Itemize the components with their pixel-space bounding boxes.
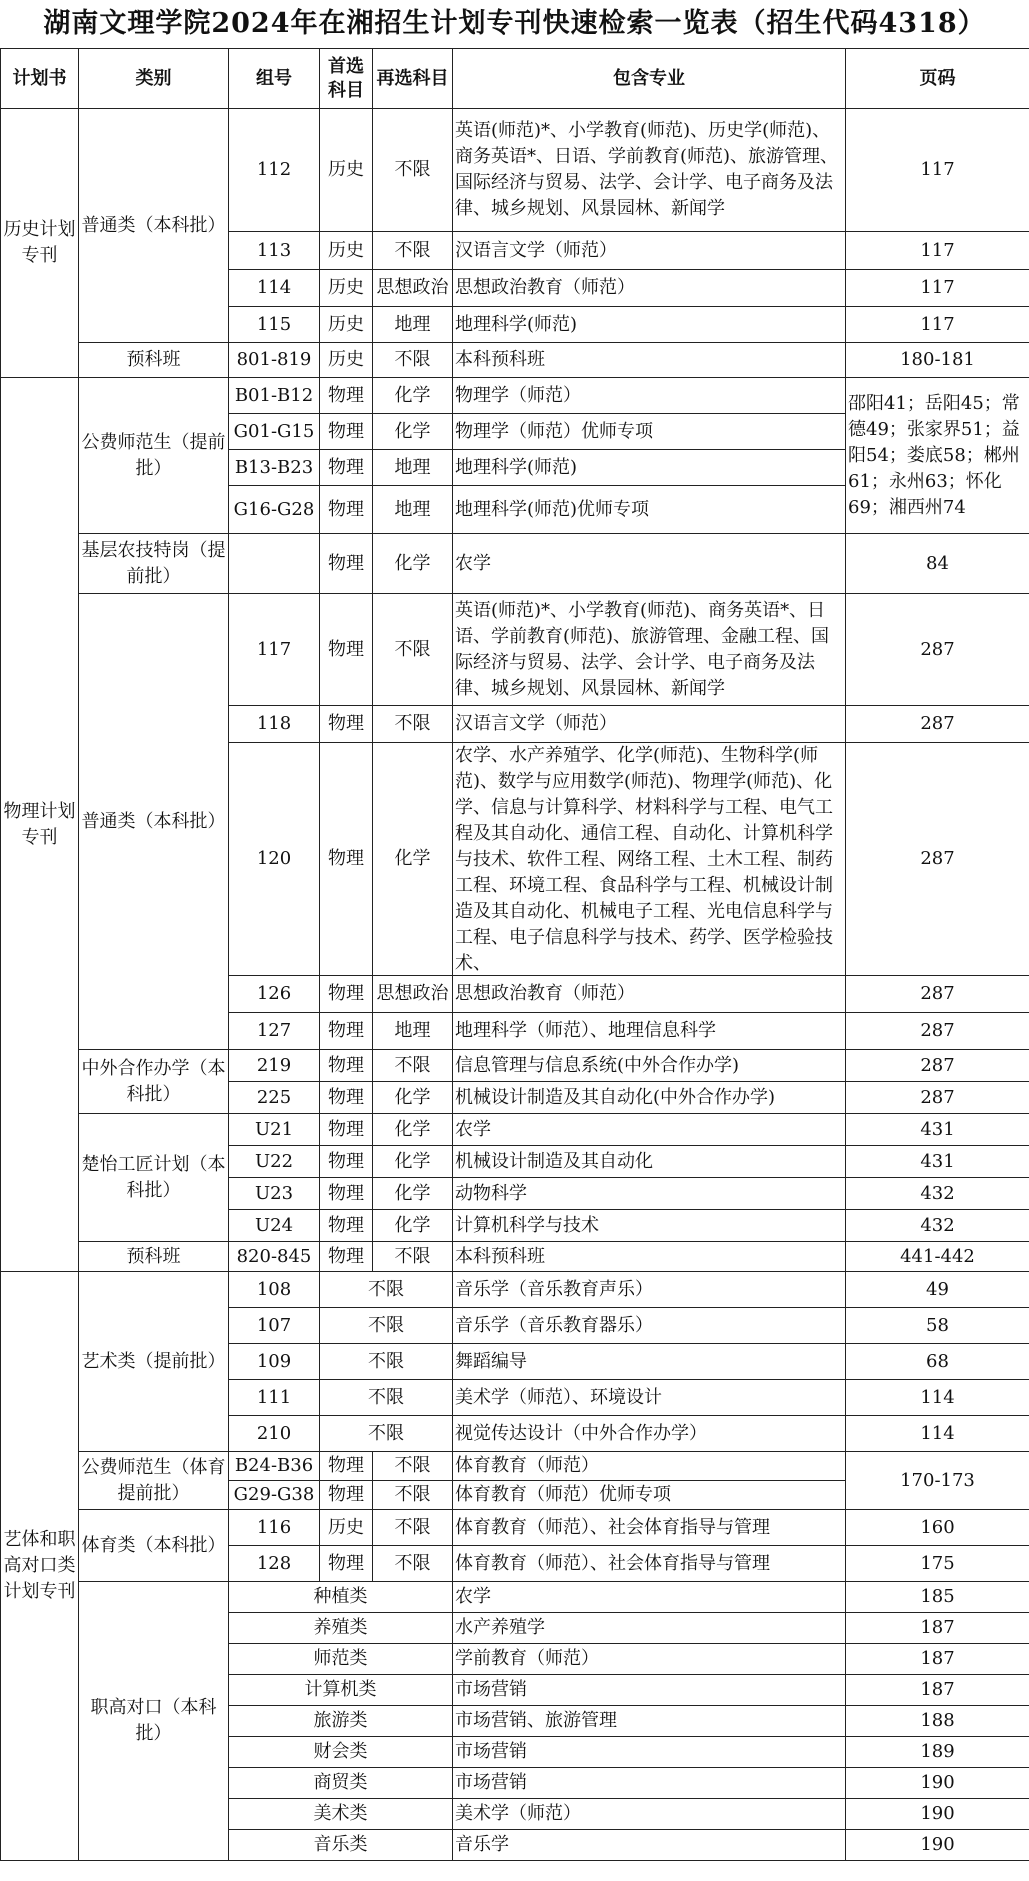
group-cell: 107 [229, 1308, 320, 1344]
group-cell: 112 [229, 109, 320, 232]
table-row [1, 1452, 1029, 1481]
first-subject-cell: 物理 [320, 1146, 373, 1178]
group-cell: 118 [229, 706, 320, 743]
majors-cell: 体育教育（师范）优师专项 [453, 1481, 846, 1510]
subject-cell: 不限 [320, 1308, 453, 1344]
page-cell: 187 [846, 1644, 1029, 1675]
group-cell: U24 [229, 1210, 320, 1242]
majors-cell: 物理学（师范）优师专项 [453, 414, 846, 450]
type-cell: 美术类 [229, 1799, 453, 1830]
second-subject-cell: 化学 [373, 743, 453, 976]
page-cell: 287 [846, 1050, 1029, 1082]
page-cell: 187 [846, 1613, 1029, 1644]
header-first-subject: 首选科目 [320, 49, 373, 109]
group-cell: B01-B12 [229, 378, 320, 414]
type-cell: 师范类 [229, 1644, 453, 1675]
majors-cell: 地理科学(师范)优师专项 [453, 486, 846, 534]
group-cell: B13-B23 [229, 450, 320, 486]
majors-cell: 动物科学 [453, 1178, 846, 1210]
group-cell: 126 [229, 976, 320, 1013]
second-subject-cell: 思想政治 [373, 270, 453, 307]
subject-cell: 不限 [320, 1344, 453, 1380]
group-cell: 114 [229, 270, 320, 307]
page-cell: 175 [846, 1546, 1029, 1582]
group-cell: 109 [229, 1344, 320, 1380]
second-subject-cell: 化学 [373, 1082, 453, 1114]
page-cell: 58 [846, 1308, 1029, 1344]
second-subject-cell: 化学 [373, 1114, 453, 1146]
majors-cell: 音乐学 [453, 1830, 846, 1861]
majors-cell: 物理学（师范） [453, 378, 846, 414]
category-cell: 公费师范生（体育提前批） [79, 1452, 229, 1510]
page-cell: 190 [846, 1830, 1029, 1861]
majors-text: 英语(师范)*、小学教育(师范)、历史学(师范)、商务英语*、日语、学前教育(师范)、旅游管理、国际经济与贸易、法学、会计学、电子商务及法律、城乡规划、风景园林、新闻学 [455, 120, 839, 219]
first-subject-cell: 物理 [320, 1114, 373, 1146]
table-row [1, 1114, 1029, 1146]
first-subject-cell: 历史 [320, 270, 373, 307]
group-cell: U21 [229, 1114, 320, 1146]
type-cell: 养殖类 [229, 1613, 453, 1644]
plan-book-cell: 艺体和职高对口类计划专刊 [1, 1272, 79, 1861]
second-subject-cell: 化学 [373, 1178, 453, 1210]
majors-cell: 体育教育（师范）、社会体育指导与管理 [453, 1546, 846, 1582]
second-subject-cell: 不限 [373, 1481, 453, 1510]
group-cell: 116 [229, 1510, 320, 1546]
page-cell: 68 [846, 1344, 1029, 1380]
majors-cell: 本科预科班 [453, 1242, 846, 1272]
type-cell: 财会类 [229, 1737, 453, 1768]
second-subject-cell: 不限 [373, 1242, 453, 1272]
second-subject-cell: 不限 [373, 1452, 453, 1481]
category-cell: 中外合作办学（本科批） [79, 1050, 229, 1114]
majors-cell: 地理科学(师范) [453, 450, 846, 486]
second-subject-cell: 化学 [373, 534, 453, 594]
page-cell: 287 [846, 1082, 1029, 1114]
page-cell: 185 [846, 1582, 1029, 1613]
group-cell: U22 [229, 1146, 320, 1178]
majors-cell [453, 109, 846, 232]
majors-cell [453, 594, 846, 706]
category-cell: 预科班 [79, 1242, 229, 1272]
plan-book-cell: 历史计划专刊 [1, 109, 79, 378]
group-cell: 820-845 [229, 1242, 320, 1272]
second-subject-cell: 化学 [373, 378, 453, 414]
majors-cell: 本科预科班 [453, 343, 846, 378]
type-cell: 种植类 [229, 1582, 453, 1613]
group-cell: 225 [229, 1082, 320, 1114]
page-cell: 431 [846, 1146, 1029, 1178]
page-cell: 287 [846, 706, 1029, 743]
page-cell: 49 [846, 1272, 1029, 1308]
subject-cell: 不限 [320, 1272, 453, 1308]
category-cell: 普通类（本科批） [79, 594, 229, 1050]
second-subject-cell: 不限 [373, 1510, 453, 1546]
first-subject-cell: 历史 [320, 109, 373, 232]
table-row [1, 109, 1029, 232]
type-cell: 商贸类 [229, 1768, 453, 1799]
first-subject-cell: 物理 [320, 1242, 373, 1272]
majors-cell: 视觉传达设计（中外合作办学） [453, 1416, 846, 1452]
page-cell: 117 [846, 307, 1029, 343]
group-cell: 111 [229, 1380, 320, 1416]
type-cell: 旅游类 [229, 1706, 453, 1737]
majors-text: 农学、水产养殖学、化学(师范)、生物科学(师范)、数学与应用数学(师范)、物理学(师范)、化学、信息与计算科学、材料科学与工程、电气工程及其自动化、通信工程、自动化、计算机科学与技术、软件工程、网络工程、土木工程、制药工程、环境工程、食品科学与工程、机械设计制造及其自动化、机械电子工程、光电信息科学与工程、电子信息科学与技术、药学、医学检验技术、 [455, 745, 833, 974]
second-subject-cell: 思想政治 [373, 976, 453, 1013]
group-cell: G01-G15 [229, 414, 320, 450]
majors-cell: 体育教育（师范）、社会体育指导与管理 [453, 1510, 846, 1546]
group-cell: 108 [229, 1272, 320, 1308]
majors-cell: 农学 [453, 1114, 846, 1146]
first-subject-cell: 物理 [320, 1481, 373, 1510]
first-subject-cell: 物理 [320, 594, 373, 706]
type-cell: 计算机类 [229, 1675, 453, 1706]
majors-text: 英语(师范)*、小学教育(师范)、商务英语*、日语、学前教育(师范)、旅游管理、金融工程、国际经济与贸易、法学、会计学、电子商务及法律、城乡规划、风景园林、新闻学 [455, 599, 830, 699]
page-cell: 287 [846, 1013, 1029, 1050]
table-row [1, 1272, 1029, 1308]
majors-cell: 市场营销 [453, 1768, 846, 1799]
majors-cell: 音乐学（音乐教育声乐） [453, 1272, 846, 1308]
page-cell: 441-442 [846, 1242, 1029, 1272]
majors-cell: 学前教育（师范） [453, 1644, 846, 1675]
group-cell: U23 [229, 1178, 320, 1210]
majors-cell: 水产养殖学 [453, 1613, 846, 1644]
majors-cell: 美术学（师范）、环境设计 [453, 1380, 846, 1416]
page-cell: 180-181 [846, 343, 1029, 378]
majors-cell: 机械设计制造及其自动化 [453, 1146, 846, 1178]
second-subject-cell: 不限 [373, 343, 453, 378]
second-subject-cell: 地理 [373, 486, 453, 534]
second-subject-cell: 化学 [373, 414, 453, 450]
first-subject-cell: 物理 [320, 486, 373, 534]
subject-cell: 不限 [320, 1416, 453, 1452]
majors-cell: 农学 [453, 1582, 846, 1613]
page-cell [846, 378, 1029, 534]
table-row [1, 1510, 1029, 1546]
page-cell: 287 [846, 594, 1029, 706]
majors-cell: 美术学（师范） [453, 1799, 846, 1830]
page-cell: 188 [846, 1706, 1029, 1737]
first-subject-cell: 历史 [320, 232, 373, 270]
group-cell: 127 [229, 1013, 320, 1050]
type-cell: 音乐类 [229, 1830, 453, 1861]
group-cell: G29-G38 [229, 1481, 320, 1510]
second-subject-cell: 化学 [373, 1146, 453, 1178]
first-subject-cell: 物理 [320, 534, 373, 594]
first-subject-cell: 物理 [320, 1452, 373, 1481]
page-cell: 114 [846, 1380, 1029, 1416]
second-subject-cell: 不限 [373, 109, 453, 232]
category-cell: 公费师范生（提前批） [79, 378, 229, 534]
page-cell: 287 [846, 976, 1029, 1013]
page-cell: 432 [846, 1178, 1029, 1210]
page-cell: 117 [846, 270, 1029, 307]
first-subject-cell: 物理 [320, 1050, 373, 1082]
first-subject-cell: 物理 [320, 743, 373, 976]
page-title: 湖南文理学院2024年在湘招生计划专刊快速检索一览表（招生代码4318） [43, 8, 986, 39]
table-row [1, 1582, 1029, 1613]
page-cell: 190 [846, 1799, 1029, 1830]
category-cell: 艺术类（提前批） [79, 1272, 229, 1452]
majors-cell: 体育教育（师范） [453, 1452, 846, 1481]
category-cell: 楚怡工匠计划（本科批） [79, 1114, 229, 1242]
majors-cell: 汉语言文学（师范） [453, 232, 846, 270]
page-cell: 287 [846, 743, 1029, 976]
first-subject-cell: 物理 [320, 414, 373, 450]
header-row [1, 49, 1029, 109]
first-subject-cell: 物理 [320, 1546, 373, 1582]
page-cell: 160 [846, 1510, 1029, 1546]
majors-cell: 市场营销 [453, 1675, 846, 1706]
page-cell: 190 [846, 1768, 1029, 1799]
header-plan-book: 计划书 [1, 49, 79, 109]
first-subject-cell: 物理 [320, 450, 373, 486]
category-cell: 预科班 [79, 343, 229, 378]
subject-cell: 不限 [320, 1380, 453, 1416]
majors-cell: 机械设计制造及其自动化(中外合作办学) [453, 1082, 846, 1114]
group-cell: B24-B36 [229, 1452, 320, 1481]
majors-cell: 音乐学（音乐教育器乐） [453, 1308, 846, 1344]
page-cell: 187 [846, 1675, 1029, 1706]
group-cell: 113 [229, 232, 320, 270]
plan-book-cell: 物理计划专刊 [1, 378, 79, 1272]
header-group: 组号 [229, 49, 320, 109]
majors-cell: 市场营销、旅游管理 [453, 1706, 846, 1737]
majors-cell: 农学 [453, 534, 846, 594]
first-subject-cell: 物理 [320, 1178, 373, 1210]
category-cell: 体育类（本科批） [79, 1510, 229, 1582]
category-cell: 普通类（本科批） [79, 109, 229, 343]
second-subject-cell: 不限 [373, 706, 453, 743]
first-subject-cell: 物理 [320, 976, 373, 1013]
table-row [1, 343, 1029, 378]
second-subject-cell: 地理 [373, 1013, 453, 1050]
first-subject-cell: 物理 [320, 378, 373, 414]
second-subject-cell: 不限 [373, 232, 453, 270]
header-majors: 包含专业 [453, 49, 846, 109]
majors-cell: 地理科学（师范）、地理信息科学 [453, 1013, 846, 1050]
funded-pages-text: 邵阳41；岳阳45；常德49；张家界51；益阳54；娄底58；郴州61；永州63；怀化69；湘西州74 [848, 392, 1020, 518]
page-cell: 114 [846, 1416, 1029, 1452]
page-cell: 84 [846, 534, 1029, 594]
first-subject-cell: 物理 [320, 706, 373, 743]
first-subject-cell: 历史 [320, 343, 373, 378]
page-cell: 117 [846, 232, 1029, 270]
table-row [1, 1050, 1029, 1082]
majors-cell: 思想政治教育（师范） [453, 976, 846, 1013]
first-subject-cell: 物理 [320, 1082, 373, 1114]
group-cell: G16-G28 [229, 486, 320, 534]
majors-cell: 市场营销 [453, 1737, 846, 1768]
group-cell: 117 [229, 594, 320, 706]
page-cell: 432 [846, 1210, 1029, 1242]
category-cell: 基层农技特岗（提前批） [79, 534, 229, 594]
second-subject-cell: 地理 [373, 450, 453, 486]
majors-cell: 信息管理与信息系统(中外合作办学) [453, 1050, 846, 1082]
group-cell: 801-819 [229, 343, 320, 378]
second-subject-cell: 不限 [373, 1546, 453, 1582]
header-category: 类别 [79, 49, 229, 109]
second-subject-cell: 不限 [373, 1050, 453, 1082]
second-subject-cell: 不限 [373, 594, 453, 706]
group-cell: 219 [229, 1050, 320, 1082]
group-cell: 120 [229, 743, 320, 976]
majors-cell: 舞蹈编导 [453, 1344, 846, 1380]
page-cell: 117 [846, 109, 1029, 232]
header-page: 页码 [846, 49, 1029, 109]
second-subject-cell: 化学 [373, 1210, 453, 1242]
first-subject-cell: 物理 [320, 1013, 373, 1050]
first-subject-cell: 历史 [320, 1510, 373, 1546]
majors-cell: 汉语言文学（师范） [453, 706, 846, 743]
second-subject-cell: 地理 [373, 307, 453, 343]
majors-cell: 思想政治教育（师范） [453, 270, 846, 307]
table-row [1, 534, 1029, 594]
page-cell: 431 [846, 1114, 1029, 1146]
majors-cell [453, 743, 846, 976]
page-cell: 170-173 [846, 1452, 1029, 1510]
group-cell [229, 534, 320, 594]
group-cell: 128 [229, 1546, 320, 1582]
table-row [1, 378, 1029, 414]
category-cell: 职高对口（本科批） [79, 1582, 229, 1861]
table-row [1, 1242, 1029, 1272]
enrollment-table [0, 48, 1029, 1861]
first-subject-cell: 历史 [320, 307, 373, 343]
header-second-subject: 再选科目 [373, 49, 453, 109]
table-row [1, 594, 1029, 706]
group-cell: 115 [229, 307, 320, 343]
majors-cell: 地理科学(师范) [453, 307, 846, 343]
group-cell: 210 [229, 1416, 320, 1452]
majors-cell: 计算机科学与技术 [453, 1210, 846, 1242]
first-subject-cell: 物理 [320, 1210, 373, 1242]
page-cell: 189 [846, 1737, 1029, 1768]
